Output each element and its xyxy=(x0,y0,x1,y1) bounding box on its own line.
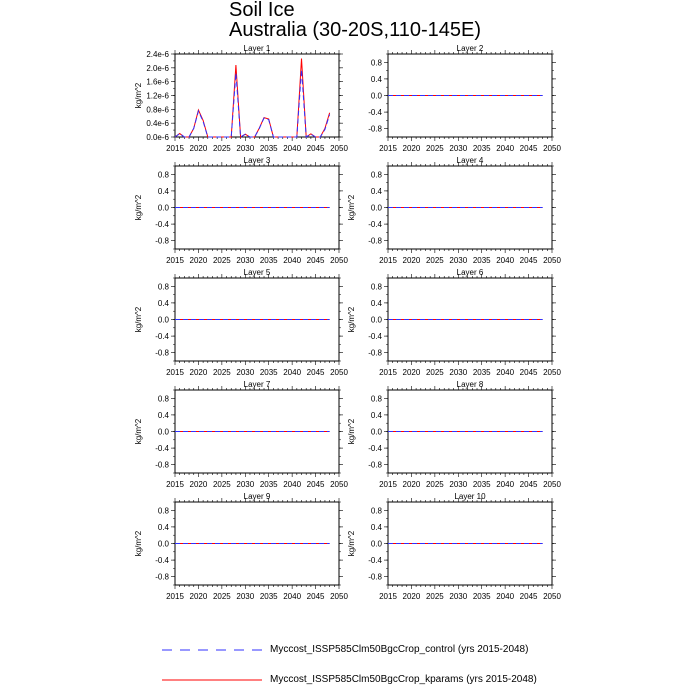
x-tick-label: 2020 xyxy=(402,144,421,153)
panel-layer-1 xyxy=(134,44,348,153)
x-tick-label: 2040 xyxy=(283,368,302,377)
y-tick-label: -0.8 xyxy=(155,460,169,470)
y-tick-label: 0.8 xyxy=(157,394,169,404)
x-tick-label: 2025 xyxy=(212,368,231,377)
x-tick-label: 2045 xyxy=(519,368,538,377)
x-tick-label: 2020 xyxy=(189,368,208,377)
x-tick-label: 2035 xyxy=(259,368,278,377)
y-axis-label: kg/m^2 xyxy=(134,82,143,109)
y-tick-label: 0.0 xyxy=(370,427,382,437)
y-tick-label: 0.4 xyxy=(370,298,382,308)
x-tick-label: 2015 xyxy=(379,480,397,489)
x-tick-label: 2035 xyxy=(472,480,491,489)
y-axis-label: kg/m^2 xyxy=(347,194,356,221)
x-tick-label: 2050 xyxy=(330,592,348,601)
y-tick-label: -0.4 xyxy=(155,220,169,230)
y-tick-label: 0.4 xyxy=(370,522,382,532)
x-tick-label: 2025 xyxy=(212,592,231,601)
y-tick-label: -0.4 xyxy=(368,108,382,118)
x-tick-label: 2035 xyxy=(259,480,278,489)
panel-title: Layer 8 xyxy=(456,380,484,389)
panel-title: Layer 7 xyxy=(243,380,271,389)
y-tick-label: 0.0 xyxy=(157,427,169,437)
figure-title: Soil Ice xyxy=(229,0,295,21)
y-tick-label: 0.8e-6 xyxy=(146,105,169,115)
panel-title: Layer 5 xyxy=(243,268,271,277)
x-tick-label: 2045 xyxy=(306,256,325,265)
panel-layer-6 xyxy=(347,268,561,377)
figure-subtitle: Australia (30-20S,110-145E) xyxy=(229,19,481,41)
y-tick-label: -0.8 xyxy=(155,236,169,246)
x-tick-label: 2030 xyxy=(236,144,255,153)
x-tick-label: 2035 xyxy=(259,144,278,153)
x-tick-label: 2045 xyxy=(519,592,538,601)
panel-layer-8 xyxy=(347,380,561,489)
x-tick-label: 2020 xyxy=(402,592,421,601)
y-tick-label: 0.8 xyxy=(157,282,169,292)
y-tick-label: 0.4e-6 xyxy=(146,119,169,129)
y-tick-label: 0.8 xyxy=(157,506,169,516)
y-axis-label: kg/m^2 xyxy=(134,418,143,445)
panel-title: Layer 4 xyxy=(456,156,484,165)
x-tick-label: 2045 xyxy=(306,368,325,377)
x-tick-label: 2030 xyxy=(236,480,255,489)
x-tick-label: 2025 xyxy=(212,256,231,265)
x-tick-label: 2015 xyxy=(379,256,397,265)
x-tick-label: 2015 xyxy=(166,368,184,377)
x-tick-label: 2030 xyxy=(449,592,468,601)
y-tick-label: -0.8 xyxy=(368,460,382,470)
panel-title: Layer 1 xyxy=(243,44,271,53)
y-tick-label: -0.8 xyxy=(368,348,382,358)
panel-title: Layer 9 xyxy=(243,492,271,501)
y-tick-label: -0.4 xyxy=(155,332,169,342)
y-tick-label: 0.0 xyxy=(157,315,169,325)
x-tick-label: 2025 xyxy=(425,256,444,265)
y-axis-label: kg/m^2 xyxy=(134,194,143,221)
x-tick-label: 2025 xyxy=(425,592,444,601)
x-tick-label: 2035 xyxy=(472,144,491,153)
x-tick-label: 2040 xyxy=(496,144,515,153)
y-tick-label: -0.4 xyxy=(155,444,169,454)
x-tick-label: 2020 xyxy=(189,144,208,153)
y-tick-label: 0.4 xyxy=(370,74,382,84)
x-tick-label: 2020 xyxy=(189,592,208,601)
series-line-control xyxy=(175,70,330,137)
y-axis-label: kg/m^2 xyxy=(134,306,143,333)
y-tick-label: 0.8 xyxy=(370,282,382,292)
x-tick-label: 2045 xyxy=(306,480,325,489)
y-tick-label: 0.4 xyxy=(157,410,169,420)
y-tick-label: -0.4 xyxy=(368,444,382,454)
x-tick-label: 2035 xyxy=(472,592,491,601)
x-tick-label: 2040 xyxy=(283,592,302,601)
x-tick-label: 2020 xyxy=(402,256,421,265)
series-line-kparams xyxy=(175,59,330,138)
y-tick-label: -0.8 xyxy=(368,124,382,134)
x-tick-label: 2050 xyxy=(543,592,561,601)
panel-layer-2 xyxy=(368,44,561,153)
x-tick-label: 2020 xyxy=(402,368,421,377)
y-tick-label: 0.8 xyxy=(157,170,169,180)
y-tick-label: 0.8 xyxy=(370,58,382,68)
x-tick-label: 2030 xyxy=(236,592,255,601)
x-tick-label: 2030 xyxy=(236,368,255,377)
y-tick-label: 0.0 xyxy=(157,539,169,549)
x-tick-label: 2030 xyxy=(449,256,468,265)
x-tick-label: 2015 xyxy=(166,256,184,265)
y-tick-label: 1.2e-6 xyxy=(146,91,169,101)
y-tick-label: -0.4 xyxy=(368,332,382,342)
y-tick-label: 0.0e-6 xyxy=(146,133,169,142)
y-tick-label: 0.0 xyxy=(157,203,169,213)
y-axis-label: kg/m^2 xyxy=(347,418,356,445)
y-tick-label: -0.4 xyxy=(155,556,169,566)
x-tick-label: 2025 xyxy=(212,144,231,153)
x-tick-label: 2035 xyxy=(259,256,278,265)
x-tick-label: 2030 xyxy=(236,256,255,265)
x-tick-label: 2050 xyxy=(330,256,348,265)
x-tick-label: 2020 xyxy=(402,480,421,489)
x-tick-label: 2025 xyxy=(425,144,444,153)
legend-label-control: Myccost_ISSP585Clm50BgcCrop_control (yrs 2015-2048) xyxy=(270,644,529,655)
x-tick-label: 2040 xyxy=(496,592,515,601)
x-tick-label: 2040 xyxy=(283,256,302,265)
x-tick-label: 2015 xyxy=(166,592,184,601)
y-tick-label: 2.4e-6 xyxy=(146,50,169,59)
x-tick-label: 2035 xyxy=(472,368,491,377)
panel-layer-9 xyxy=(134,492,348,601)
x-tick-label: 2050 xyxy=(543,368,561,377)
y-axis-label: kg/m^2 xyxy=(347,306,356,333)
x-tick-label: 2015 xyxy=(166,144,184,153)
x-tick-label: 2045 xyxy=(306,592,325,601)
x-tick-label: 2045 xyxy=(519,256,538,265)
panel-title: Layer 6 xyxy=(456,268,484,277)
y-tick-label: 0.0 xyxy=(370,315,382,325)
legend xyxy=(162,650,262,680)
panel-layer-4 xyxy=(347,156,561,265)
x-tick-label: 2045 xyxy=(306,144,325,153)
y-tick-label: 0.8 xyxy=(370,170,382,180)
x-tick-label: 2040 xyxy=(496,256,515,265)
y-tick-label: 0.4 xyxy=(157,522,169,532)
x-tick-label: 2015 xyxy=(166,480,184,489)
panel-title: Layer 10 xyxy=(454,492,486,501)
y-tick-label: -0.8 xyxy=(155,348,169,358)
x-tick-label: 2035 xyxy=(472,256,491,265)
y-tick-label: -0.8 xyxy=(155,572,169,582)
x-tick-label: 2015 xyxy=(379,144,397,153)
y-axis-label: kg/m^2 xyxy=(347,530,356,557)
x-tick-label: 2025 xyxy=(425,368,444,377)
y-tick-label: 0.4 xyxy=(370,410,382,420)
legend-label-kparams: Myccost_ISSP585Clm50BgcCrop_kparams (yrs 2015-2048) xyxy=(270,674,537,685)
y-tick-label: 0.8 xyxy=(370,506,382,516)
x-tick-label: 2025 xyxy=(425,480,444,489)
x-tick-label: 2030 xyxy=(449,368,468,377)
x-tick-label: 2030 xyxy=(449,144,468,153)
panel-layer-10 xyxy=(347,492,561,601)
x-tick-label: 2015 xyxy=(379,592,397,601)
y-tick-label: 1.6e-6 xyxy=(146,77,169,87)
y-tick-label: 0.4 xyxy=(370,186,382,196)
x-tick-label: 2040 xyxy=(496,368,515,377)
x-tick-label: 2020 xyxy=(189,256,208,265)
panel-layer-5 xyxy=(134,268,348,377)
y-tick-label: -0.8 xyxy=(368,236,382,246)
x-tick-label: 2045 xyxy=(519,480,538,489)
x-tick-label: 2040 xyxy=(283,144,302,153)
x-tick-label: 2050 xyxy=(330,368,348,377)
y-tick-label: 0.0 xyxy=(370,203,382,213)
x-tick-label: 2025 xyxy=(212,480,231,489)
x-tick-label: 2050 xyxy=(543,144,561,153)
x-tick-label: 2050 xyxy=(543,256,561,265)
x-tick-label: 2040 xyxy=(283,480,302,489)
panel-title: Layer 3 xyxy=(243,156,271,165)
y-tick-label: 2.0e-6 xyxy=(146,63,169,73)
y-tick-label: -0.4 xyxy=(368,220,382,230)
x-tick-label: 2050 xyxy=(543,480,561,489)
y-tick-label: 0.0 xyxy=(370,91,382,101)
panel-layer-3 xyxy=(134,156,348,265)
x-tick-label: 2045 xyxy=(519,144,538,153)
x-tick-label: 2020 xyxy=(189,480,208,489)
x-tick-label: 2015 xyxy=(379,368,397,377)
y-tick-label: 0.0 xyxy=(370,539,382,549)
x-tick-label: 2040 xyxy=(496,480,515,489)
y-tick-label: 0.4 xyxy=(157,298,169,308)
x-tick-label: 2050 xyxy=(330,144,348,153)
y-tick-label: 0.8 xyxy=(370,394,382,404)
y-tick-label: -0.4 xyxy=(368,556,382,566)
y-axis-label: kg/m^2 xyxy=(134,530,143,557)
panel-title: Layer 2 xyxy=(456,44,484,53)
y-tick-label: -0.8 xyxy=(368,572,382,582)
x-tick-label: 2035 xyxy=(259,592,278,601)
panel-layer-7 xyxy=(134,380,348,489)
plot-frame xyxy=(175,54,339,137)
y-tick-label: 0.4 xyxy=(157,186,169,196)
x-tick-label: 2050 xyxy=(330,480,348,489)
x-tick-label: 2030 xyxy=(449,480,468,489)
